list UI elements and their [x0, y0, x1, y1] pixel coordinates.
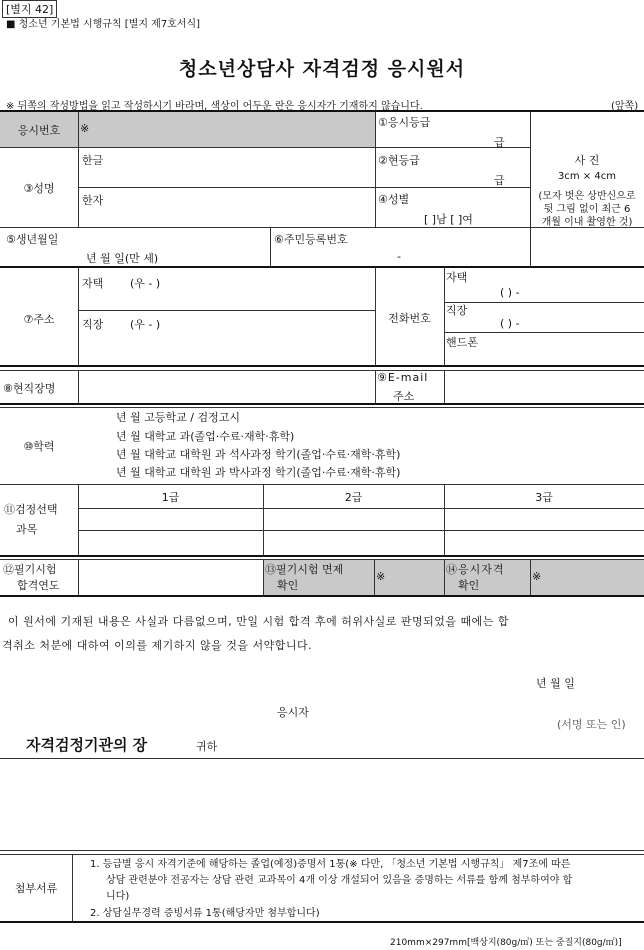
regulation-reference: ■ 청소년 기본법 시행규칙 [별지 제7호서식] — [6, 19, 201, 30]
education-row-high-school: 년 월 고등학교 / 검정고시 — [116, 411, 240, 424]
subject-header-grade-2: 2급 — [344, 491, 363, 504]
photo-note-1: (모자 벗은 상반신으로 — [538, 191, 636, 202]
photo-size: 3cm × 4cm — [558, 171, 616, 182]
form-tag: [별지 42] — [2, 0, 57, 18]
phone-label: 전화번호 — [388, 312, 431, 325]
birth-label: ⑤생년월일 — [6, 233, 59, 246]
email-label-2: 주소 — [393, 390, 415, 403]
attachment-line-3: 니다) — [106, 891, 130, 902]
qual-value-shaded — [530, 559, 644, 595]
workplace-label: ⑧현직장명 — [3, 382, 56, 395]
exam-number-label: 응시번호 — [17, 124, 61, 137]
photo-note-3: 개월 이내 촬영한 것) — [541, 217, 633, 228]
gender-label: ④성별 — [378, 193, 410, 206]
name-korean-label: 한글 — [82, 154, 104, 167]
page-title: 청소년상담사 자격검정 응시원서 — [178, 58, 466, 80]
page-side: (앞쪽) — [611, 101, 639, 112]
exempt-mark: ※ — [376, 570, 386, 583]
mobile-label: 핸드폰 — [446, 336, 478, 349]
qual-label-1: ⑭응시자격 — [446, 563, 505, 576]
date-line: 년 월 일 — [536, 677, 575, 690]
recipient: 자격검정기관의 장 — [26, 736, 148, 754]
address-work-label: 직장 — [82, 318, 104, 331]
pledge-line-2: 격취소 처분에 대하여 이의를 제기하지 않을 것을 서약합니다. — [2, 639, 313, 652]
subjects-label-1: ⑪검정선택 — [4, 503, 58, 516]
birth-format: 년 월 일(만 세) — [86, 252, 159, 265]
name-label: ③성명 — [23, 182, 55, 195]
name-hanja-label: 한자 — [82, 194, 104, 207]
qual-label-2: 확인 — [458, 579, 480, 592]
phone-home-label: 자택 — [446, 271, 468, 284]
applicant-label: 응시자 — [277, 706, 309, 719]
education-row-university: 년 월 대학교 과(졸업·수료·재학·휴학) — [116, 430, 295, 443]
gender-options[interactable]: [ ]남 [ ]여 — [424, 213, 473, 226]
address-home-label: 자택 — [82, 277, 104, 290]
address-label: ⑦주소 — [23, 313, 55, 326]
education-row-doctorate: 년 월 대학교 대학원 과 박사과정 학기(졸업·수료·재학·휴학) — [116, 466, 401, 479]
written-year-label-2: 합격연도 — [17, 579, 60, 592]
attachment-line-2: 상담 관련분야 전공자는 상담 관련 교과목이 4개 이상 개설되어 있음을 증명하는 서류를 함께 첨부하여야 합 — [106, 875, 573, 886]
phone-work-label: 직장 — [446, 304, 468, 317]
address-home-postal: (우 - ) — [130, 277, 161, 290]
phone-home-format: ( ) - — [500, 286, 520, 299]
current-grade-label: ②현등급 — [378, 154, 420, 167]
instruction-notice: ※ 뒤쪽의 작성방법을 읽고 작성하시기 바라며, 색상이 어두운 란은 응시자가 기재하지 않습니다. — [6, 101, 423, 112]
rrn-dash: - — [397, 250, 401, 263]
signature-label: (서명 또는 인) — [557, 718, 626, 731]
subject-header-grade-1: 1급 — [161, 491, 180, 504]
exam-number-mark: ※ — [80, 122, 90, 135]
phone-work-format: ( ) - — [500, 317, 520, 330]
subject-header-grade-3: 3급 — [535, 491, 553, 504]
written-year-label-1: ⑫필기시험 — [3, 563, 57, 576]
apply-grade-unit: 급 — [494, 136, 505, 149]
attachment-line-4: 2. 상담실무경력 증빙서류 1통(해당자만 첨부합니다) — [90, 908, 320, 919]
address-work-postal: (우 - ) — [130, 318, 161, 331]
current-grade-unit: 급 — [494, 174, 505, 187]
education-label: ⑩학력 — [23, 440, 55, 453]
apply-grade-label: ①응시등급 — [378, 116, 431, 129]
exempt-label-1: ⑬필기시험 면제 — [265, 563, 344, 576]
education-row-masters: 년 월 대학교 대학원 과 석사과정 학기(졸업·수료·재학·휴학) — [116, 448, 401, 461]
paper-spec: 210mm×297mm[백상지(80g/㎡) 또는 중질지(80g/㎡)] — [390, 938, 622, 948]
honorific: 귀하 — [196, 740, 218, 753]
qual-mark: ※ — [532, 570, 542, 583]
pledge-line-1: 이 원서에 기재된 내용은 사실과 다름없으며, 만일 시험 합격 후에 허위사실로 판명되었을 때에는 합 — [8, 615, 509, 628]
attachments-label: 첨부서류 — [14, 882, 58, 895]
attachment-line-1: 1. 등급별 응시 자격기준에 해당하는 졸업(예정)증명서 1통(※ 다만, 「청소년 기본법 시행규칙」 제7조에 따른 — [90, 859, 571, 870]
photo-title: 사 진 — [574, 154, 600, 167]
exempt-label-2: 확인 — [277, 579, 299, 592]
subjects-label-2: 과목 — [16, 523, 38, 536]
rrn-label: ⑥주민등록번호 — [274, 233, 348, 246]
email-label-1: ⑨E-mail — [377, 371, 429, 384]
photo-note-2: 뒷 그림 없이 최근 6 — [543, 204, 631, 215]
